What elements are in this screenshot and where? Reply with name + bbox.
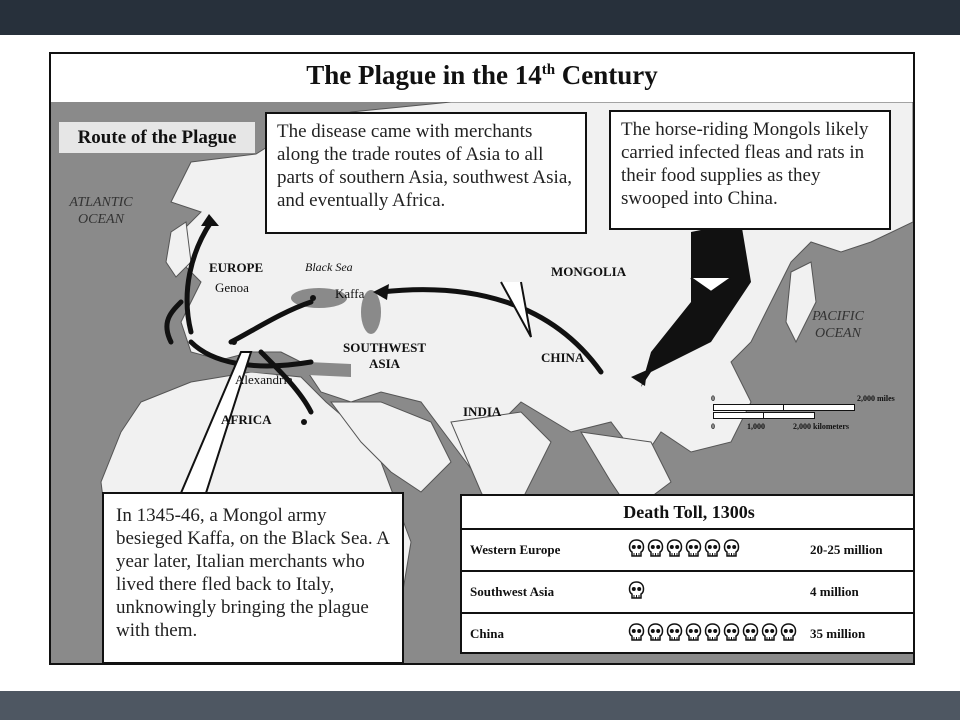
skull-icon (685, 623, 702, 643)
genoa-label: Genoa (215, 280, 249, 295)
skull-icons (628, 581, 647, 605)
top-bar (0, 0, 960, 35)
death-count: 4 million (810, 584, 859, 599)
scale-bar-km (713, 412, 815, 419)
callout-kaffa-siege: In 1345-46, a Mongol army besieged Kaffa, on the Black Sea. A year later, Italian merchants who lived there fled back to Italy, unknowingly bringing the plague with them. (102, 492, 404, 664)
scale-zero-km: 0 (711, 422, 715, 431)
skull-icon (685, 539, 702, 559)
skull-icon (704, 623, 721, 643)
atlantic-ocean-label: ATLANTIC OCEAN (69, 195, 133, 227)
callout-trade-routes: The disease came with merchants along the trade routes of Asia to all parts of southern Asia, southwest Asia, and eventually Africa. (265, 112, 587, 234)
genoa-dot (231, 339, 237, 345)
region-name: China (470, 626, 504, 641)
scale-zero-miles: 0 (711, 394, 715, 403)
skull-icon (628, 581, 645, 601)
death-count: 35 million (810, 626, 866, 641)
death-count: 20-25 million (810, 542, 883, 557)
kaffa-label: Kaffa (335, 286, 365, 301)
black-sea-label: Black Sea (305, 260, 353, 274)
pacific-ocean-label: PACIFIC OCEAN (812, 309, 864, 341)
skull-icon (723, 623, 740, 643)
scale-km-1000: 1,000 (747, 422, 765, 431)
southwest-asia-label: SOUTHWEST ASIA (343, 340, 427, 371)
skull-icon (647, 623, 664, 643)
region-name: Western Europe (470, 542, 561, 557)
africa-label: AFRICA (221, 412, 272, 427)
scale-km-2000: 2,000 kilometers (793, 422, 849, 431)
scale-bar-miles (713, 404, 855, 411)
map-scale (711, 394, 911, 439)
route-of-plague-label: Route of the Plague (59, 122, 255, 153)
title-strip (51, 54, 913, 103)
skull-icon (742, 623, 759, 643)
table-row (462, 572, 915, 614)
kaffa-dot (310, 295, 316, 301)
table-row (462, 530, 915, 572)
alexandria-dot (301, 419, 307, 425)
skull-icon (723, 539, 740, 559)
skull-icons (628, 539, 742, 563)
skull-icon (647, 539, 664, 559)
skull-icon (780, 623, 797, 643)
alexandria-label: Alexandria (235, 372, 293, 387)
death-toll-table (460, 494, 915, 654)
plague-map-figure (49, 52, 915, 665)
bottom-bar (0, 691, 960, 720)
skull-icon (666, 623, 683, 643)
skull-icon (666, 539, 683, 559)
skull-icon (704, 539, 721, 559)
scale-miles-label: 2,000 miles (857, 394, 895, 403)
skull-icon (628, 623, 645, 643)
table-row (462, 614, 915, 654)
skull-icons (628, 623, 799, 647)
europe-label: EUROPE (209, 260, 264, 275)
region-name: Southwest Asia (470, 584, 555, 599)
skull-icon (628, 539, 645, 559)
india-label: INDIA (463, 404, 502, 419)
skull-icon (761, 623, 778, 643)
death-toll-title: Death Toll, 1300s (462, 496, 915, 530)
callout-mongols: The horse-riding Mongols likely carried infected fleas and rats in their food supplies as they swooped into China. (609, 110, 891, 230)
map-title: The Plague in the 14th Century (306, 60, 658, 90)
mongolia-label: MONGOLIA (551, 264, 627, 279)
china-label: CHINA (541, 350, 585, 365)
